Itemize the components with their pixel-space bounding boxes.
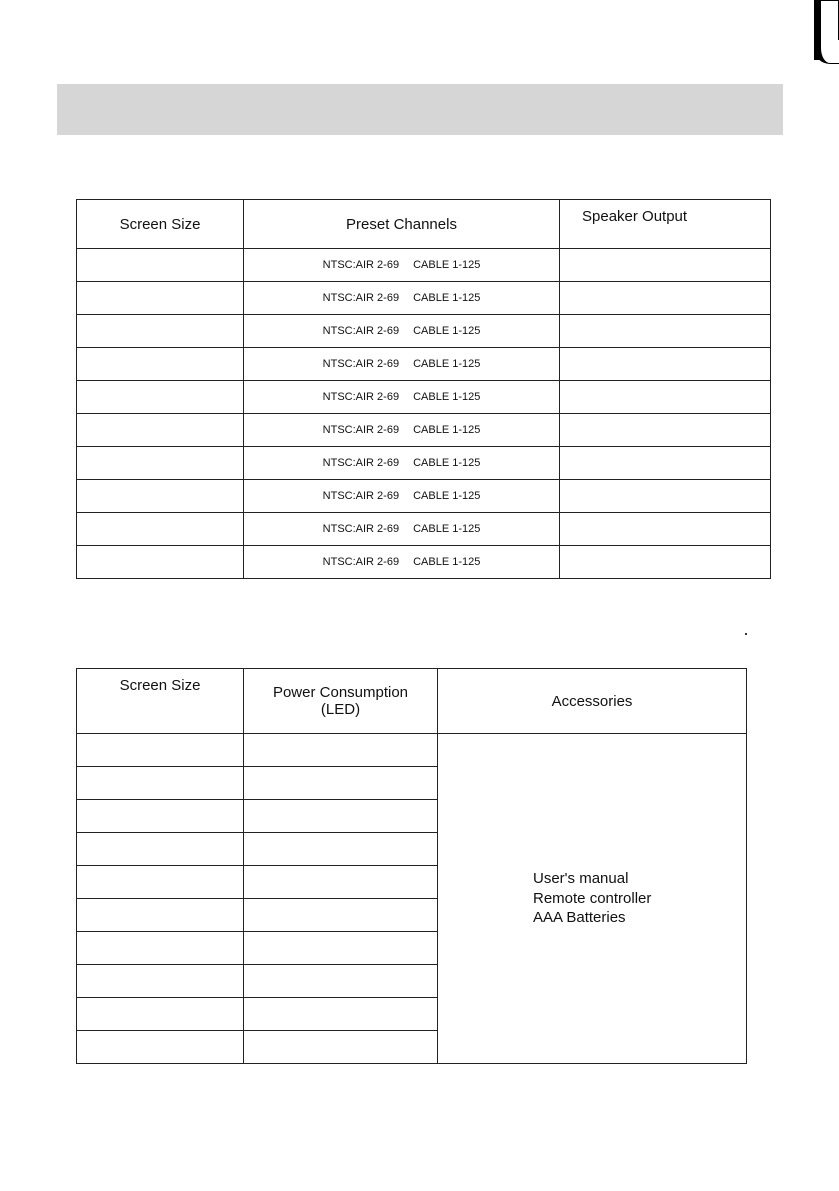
accessories-list bbox=[533, 869, 746, 928]
accessories-cell bbox=[438, 734, 747, 1064]
screen-size-cell bbox=[77, 998, 244, 1031]
accessory-item: User's manual bbox=[533, 870, 629, 888]
preset-channels-cell bbox=[244, 249, 560, 282]
screen-size-cell bbox=[77, 767, 244, 800]
table-row bbox=[77, 381, 771, 414]
table-header-row bbox=[77, 669, 747, 734]
table-header-row bbox=[77, 200, 771, 249]
speaker-output-cell bbox=[560, 315, 771, 348]
screen-size-cell bbox=[77, 800, 244, 833]
speaker-output-cell bbox=[560, 282, 771, 315]
channels-cable: CABLE 1-125 bbox=[413, 358, 481, 370]
screen-size-cell bbox=[77, 1031, 244, 1064]
channels-cable: CABLE 1-125 bbox=[413, 292, 481, 304]
accessory-item: Remote controller bbox=[533, 889, 652, 907]
channels-air: NTSC:AIR 2-69 bbox=[322, 259, 400, 271]
channels-air: NTSC:AIR 2-69 bbox=[322, 358, 400, 370]
header-accessories: Accessories bbox=[438, 669, 747, 734]
speaker-output-cell bbox=[560, 249, 771, 282]
power-cell bbox=[244, 932, 438, 965]
channels-cable: CABLE 1-125 bbox=[413, 325, 481, 337]
channels-air: NTSC:AIR 2-69 bbox=[322, 325, 400, 337]
power-cell bbox=[244, 734, 438, 767]
channels-cable: CABLE 1-125 bbox=[413, 457, 481, 469]
power-label: Power Consumption bbox=[272, 684, 409, 701]
table-row bbox=[77, 447, 771, 480]
channels-air: NTSC:AIR 2-69 bbox=[322, 556, 400, 568]
specifications-table bbox=[76, 199, 771, 579]
screen-size-cell bbox=[77, 282, 244, 315]
power-cell bbox=[244, 899, 438, 932]
screen-size-cell bbox=[77, 348, 244, 381]
screen-size-cell bbox=[77, 734, 244, 767]
screen-size-cell bbox=[77, 447, 244, 480]
power-cell bbox=[244, 767, 438, 800]
speaker-output-cell bbox=[560, 480, 771, 513]
power-cell bbox=[244, 833, 438, 866]
channels-cable: CABLE 1-125 bbox=[413, 556, 481, 568]
channels-air: NTSC:AIR 2-69 bbox=[322, 457, 400, 469]
stray-dot bbox=[745, 633, 747, 635]
speaker-output-cell bbox=[560, 447, 771, 480]
channels-air: NTSC:AIR 2-69 bbox=[322, 391, 400, 403]
power-accessories-body bbox=[77, 734, 747, 1064]
section-header-band bbox=[57, 84, 783, 135]
screen-size-cell bbox=[77, 932, 244, 965]
screen-size-cell bbox=[77, 513, 244, 546]
screen-size-cell bbox=[77, 899, 244, 932]
table-row bbox=[77, 734, 747, 767]
screen-size-cell bbox=[77, 249, 244, 282]
speaker-output-cell bbox=[560, 348, 771, 381]
speaker-output-cell bbox=[560, 381, 771, 414]
channels-cable: CABLE 1-125 bbox=[413, 490, 481, 502]
accessory-item: AAA Batteries bbox=[533, 909, 626, 927]
table-row bbox=[77, 513, 771, 546]
header-power-consumption bbox=[244, 669, 438, 734]
channels-cable: CABLE 1-125 bbox=[413, 424, 481, 436]
page-edge-curve bbox=[814, 40, 839, 64]
speaker-output-cell bbox=[560, 513, 771, 546]
preset-channels-cell bbox=[244, 546, 560, 579]
channels-air: NTSC:AIR 2-69 bbox=[322, 523, 400, 535]
screen-size-cell bbox=[77, 414, 244, 447]
channels-cable: CABLE 1-125 bbox=[413, 523, 481, 535]
power-cell bbox=[244, 965, 438, 998]
screen-size-cell bbox=[77, 866, 244, 899]
speaker-output-cell bbox=[560, 414, 771, 447]
preset-channels-cell bbox=[244, 480, 560, 513]
screen-size-cell bbox=[77, 381, 244, 414]
channels-cable: CABLE 1-125 bbox=[413, 259, 481, 271]
speaker-output-cell bbox=[560, 546, 771, 579]
screen-size-cell bbox=[77, 315, 244, 348]
screen-size-cell bbox=[77, 833, 244, 866]
table-row bbox=[77, 546, 771, 579]
preset-channels-cell bbox=[244, 414, 560, 447]
power-cell bbox=[244, 1031, 438, 1064]
preset-channels-cell bbox=[244, 315, 560, 348]
header-preset-channels: Preset Channels bbox=[244, 200, 560, 249]
power-accessories-table bbox=[76, 668, 747, 1064]
screen-size-cell bbox=[77, 546, 244, 579]
power-cell bbox=[244, 866, 438, 899]
preset-channels-cell bbox=[244, 447, 560, 480]
table-row bbox=[77, 249, 771, 282]
preset-channels-cell bbox=[244, 513, 560, 546]
header-speaker-output: Speaker Output bbox=[560, 200, 771, 249]
table-row bbox=[77, 315, 771, 348]
channels-cable: CABLE 1-125 bbox=[413, 391, 481, 403]
header-screen-size: Screen Size bbox=[77, 200, 244, 249]
header-screen-size: Screen Size bbox=[77, 669, 244, 734]
screen-size-cell bbox=[77, 965, 244, 998]
power-cell bbox=[244, 998, 438, 1031]
power-cell bbox=[244, 800, 438, 833]
channels-air: NTSC:AIR 2-69 bbox=[322, 292, 400, 304]
screen-size-cell bbox=[77, 480, 244, 513]
table-row bbox=[77, 282, 771, 315]
table-row bbox=[77, 348, 771, 381]
specifications-body bbox=[77, 249, 771, 579]
table-row bbox=[77, 414, 771, 447]
preset-channels-cell bbox=[244, 348, 560, 381]
table-row bbox=[77, 480, 771, 513]
preset-channels-cell bbox=[244, 282, 560, 315]
channels-air: NTSC:AIR 2-69 bbox=[322, 490, 400, 502]
channels-air: NTSC:AIR 2-69 bbox=[322, 424, 400, 436]
preset-channels-cell bbox=[244, 381, 560, 414]
power-led-label: (LED) bbox=[320, 701, 361, 718]
